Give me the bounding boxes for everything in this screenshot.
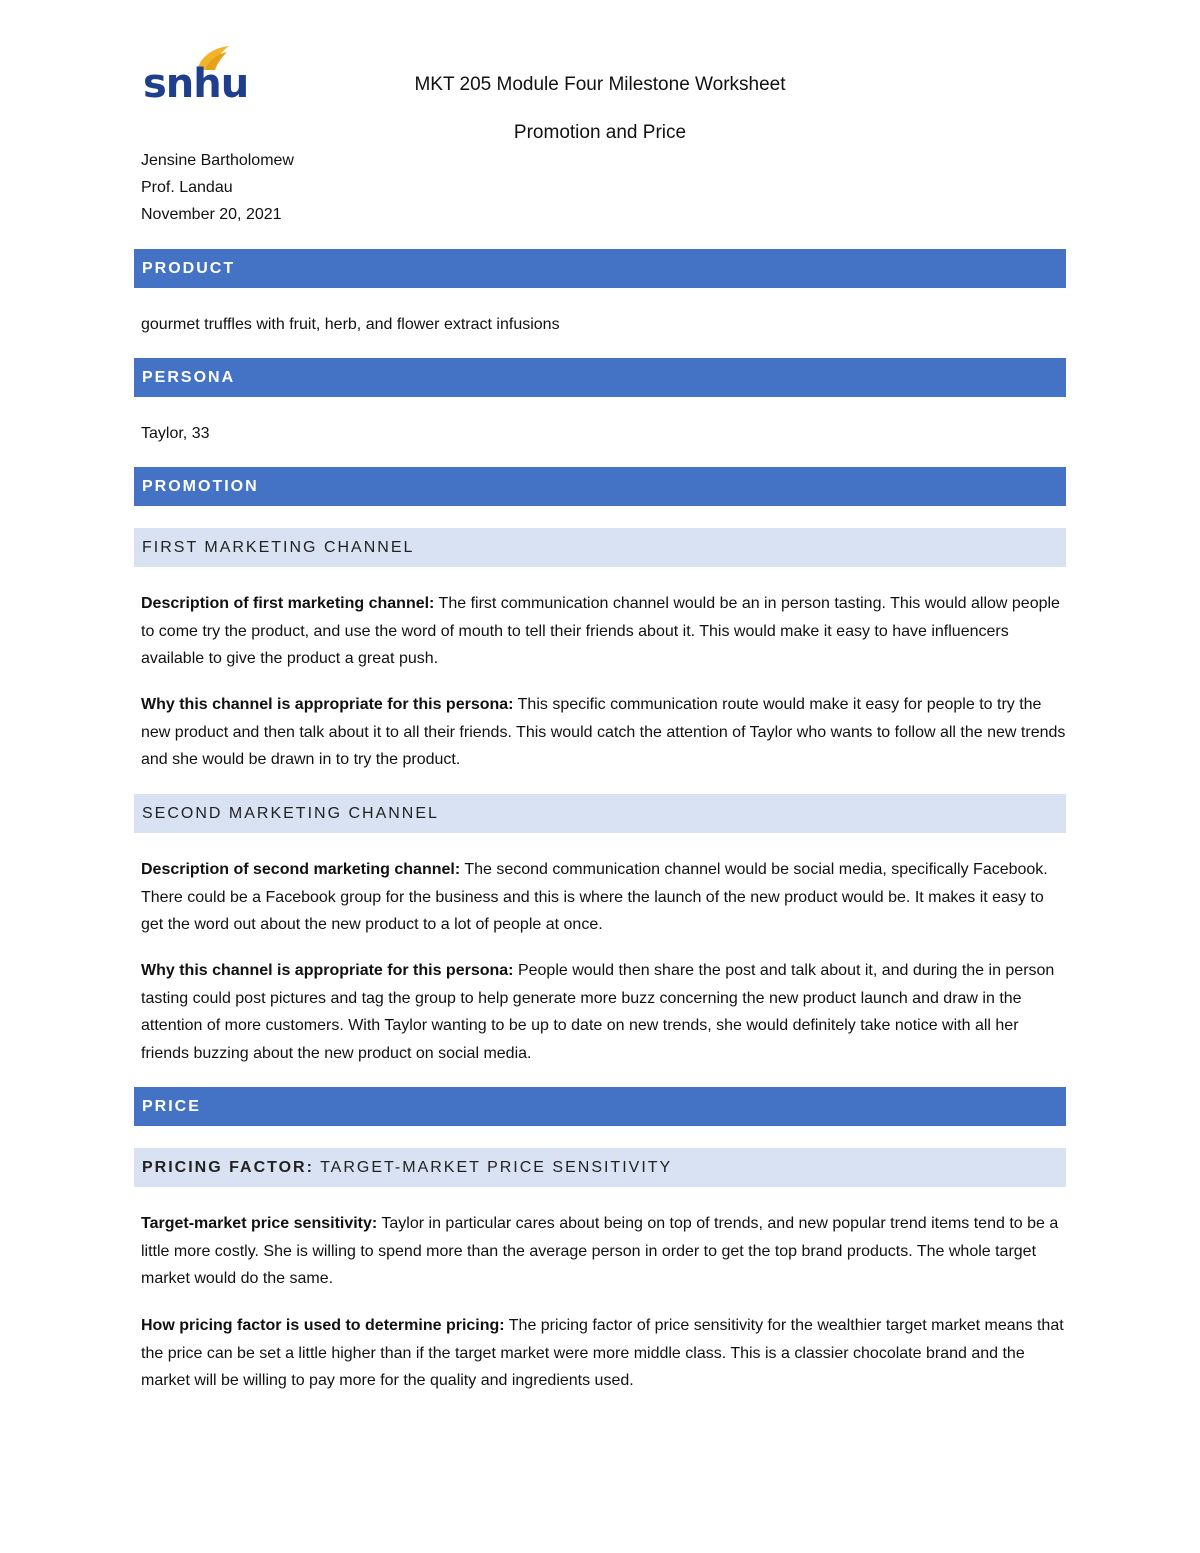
promotion-heading: PROMOTION bbox=[134, 467, 1066, 506]
pricing-determination-label: How pricing factor is used to determine pricing: bbox=[141, 1317, 505, 1334]
pricing-determination bbox=[141, 1312, 1066, 1395]
first-channel-why-label: Why this channel is appropriate for this persona: bbox=[141, 696, 514, 713]
persona-heading: PERSONA bbox=[134, 358, 1066, 397]
pricing-factor-heading-value: TARGET-MARKET PRICE SENSITIVITY bbox=[320, 1159, 673, 1176]
second-channel-description bbox=[141, 856, 1066, 939]
price-sensitivity-text: Taylor in particular cares about being on top of trends, and new popular trend items tend to be a little more costly. She is willing to spend more than the average person in order to get the top brand products. The whole target market would do the same. bbox=[141, 1215, 1059, 1287]
price-heading: PRICE bbox=[134, 1087, 1066, 1126]
document-subtitle: Promotion and Price bbox=[513, 122, 687, 143]
first-channel-description-text: The first communication channel would be an in person tasting. This would allow people to come try the product, and use the word of mouth to tell their friends about it. This would make it easy to have influencers available to give the product a great push. bbox=[141, 595, 1060, 667]
price-sensitivity bbox=[141, 1210, 1066, 1293]
document-date: November 20, 2021 bbox=[141, 206, 282, 223]
first-channel-description-label: Description of first marketing channel: bbox=[141, 595, 435, 612]
persona-text: Taylor, 33 bbox=[141, 425, 210, 442]
pricing-factor-heading bbox=[134, 1148, 1066, 1187]
professor-name: Prof. Landau bbox=[141, 179, 233, 196]
author-block bbox=[141, 147, 294, 228]
first-channel-why bbox=[141, 691, 1066, 774]
logo-text: snhu bbox=[143, 61, 249, 107]
second-channel-heading: SECOND MARKETING CHANNEL bbox=[134, 794, 1066, 833]
second-channel-description-text: The second communication channel would be social media, specifically Facebook. There could be a Facebook group for the business and this is where the launch of the new product would be. It makes it easy to get the word out about the new product to a lot of people at once. bbox=[141, 861, 1048, 933]
product-text: gourmet truffles with fruit, herb, and flower extract infusions bbox=[141, 316, 560, 333]
second-channel-description-label: Description of second marketing channel: bbox=[141, 861, 461, 878]
pricing-determination-text: The pricing factor of price sensitivity for the wealthier target market means that the price can be set a little higher than if the target market were more middle class. This is a classier chocolate brand and the market will be willing to pay more for the quality and ingredients used. bbox=[141, 1317, 1064, 1389]
price-sensitivity-label: Target-market price sensitivity: bbox=[141, 1215, 378, 1232]
second-channel-why bbox=[141, 957, 1066, 1067]
pricing-factor-heading-label: PRICING FACTOR: bbox=[142, 1159, 314, 1176]
second-channel-why-label: Why this channel is appropriate for this persona: bbox=[141, 962, 514, 979]
document-title: MKT 205 Module Four Milestone Worksheet bbox=[414, 74, 786, 95]
first-channel-why-text: This specific communication route would make it easy for people to try the new product and then talk about it to all their friends. This would catch the attention of Taylor who wants to follow all the new trends and she would be drawn in to try the product. bbox=[141, 696, 1066, 768]
product-heading: PRODUCT bbox=[134, 249, 1066, 288]
second-channel-why-text: People would then share the post and talk about it, and during the in person tasting could post pictures and tag the group to help generate more buzz concerning the new product launch and draw in the attention of more customers. With Taylor wanting to be up to date on new trends, she would definitely take notice with all her friends buzzing about the new product on social media. bbox=[141, 962, 1055, 1062]
author-name: Jensine Bartholomew bbox=[141, 152, 294, 169]
first-channel-description bbox=[141, 590, 1066, 673]
first-channel-heading: FIRST MARKETING CHANNEL bbox=[134, 528, 1066, 567]
